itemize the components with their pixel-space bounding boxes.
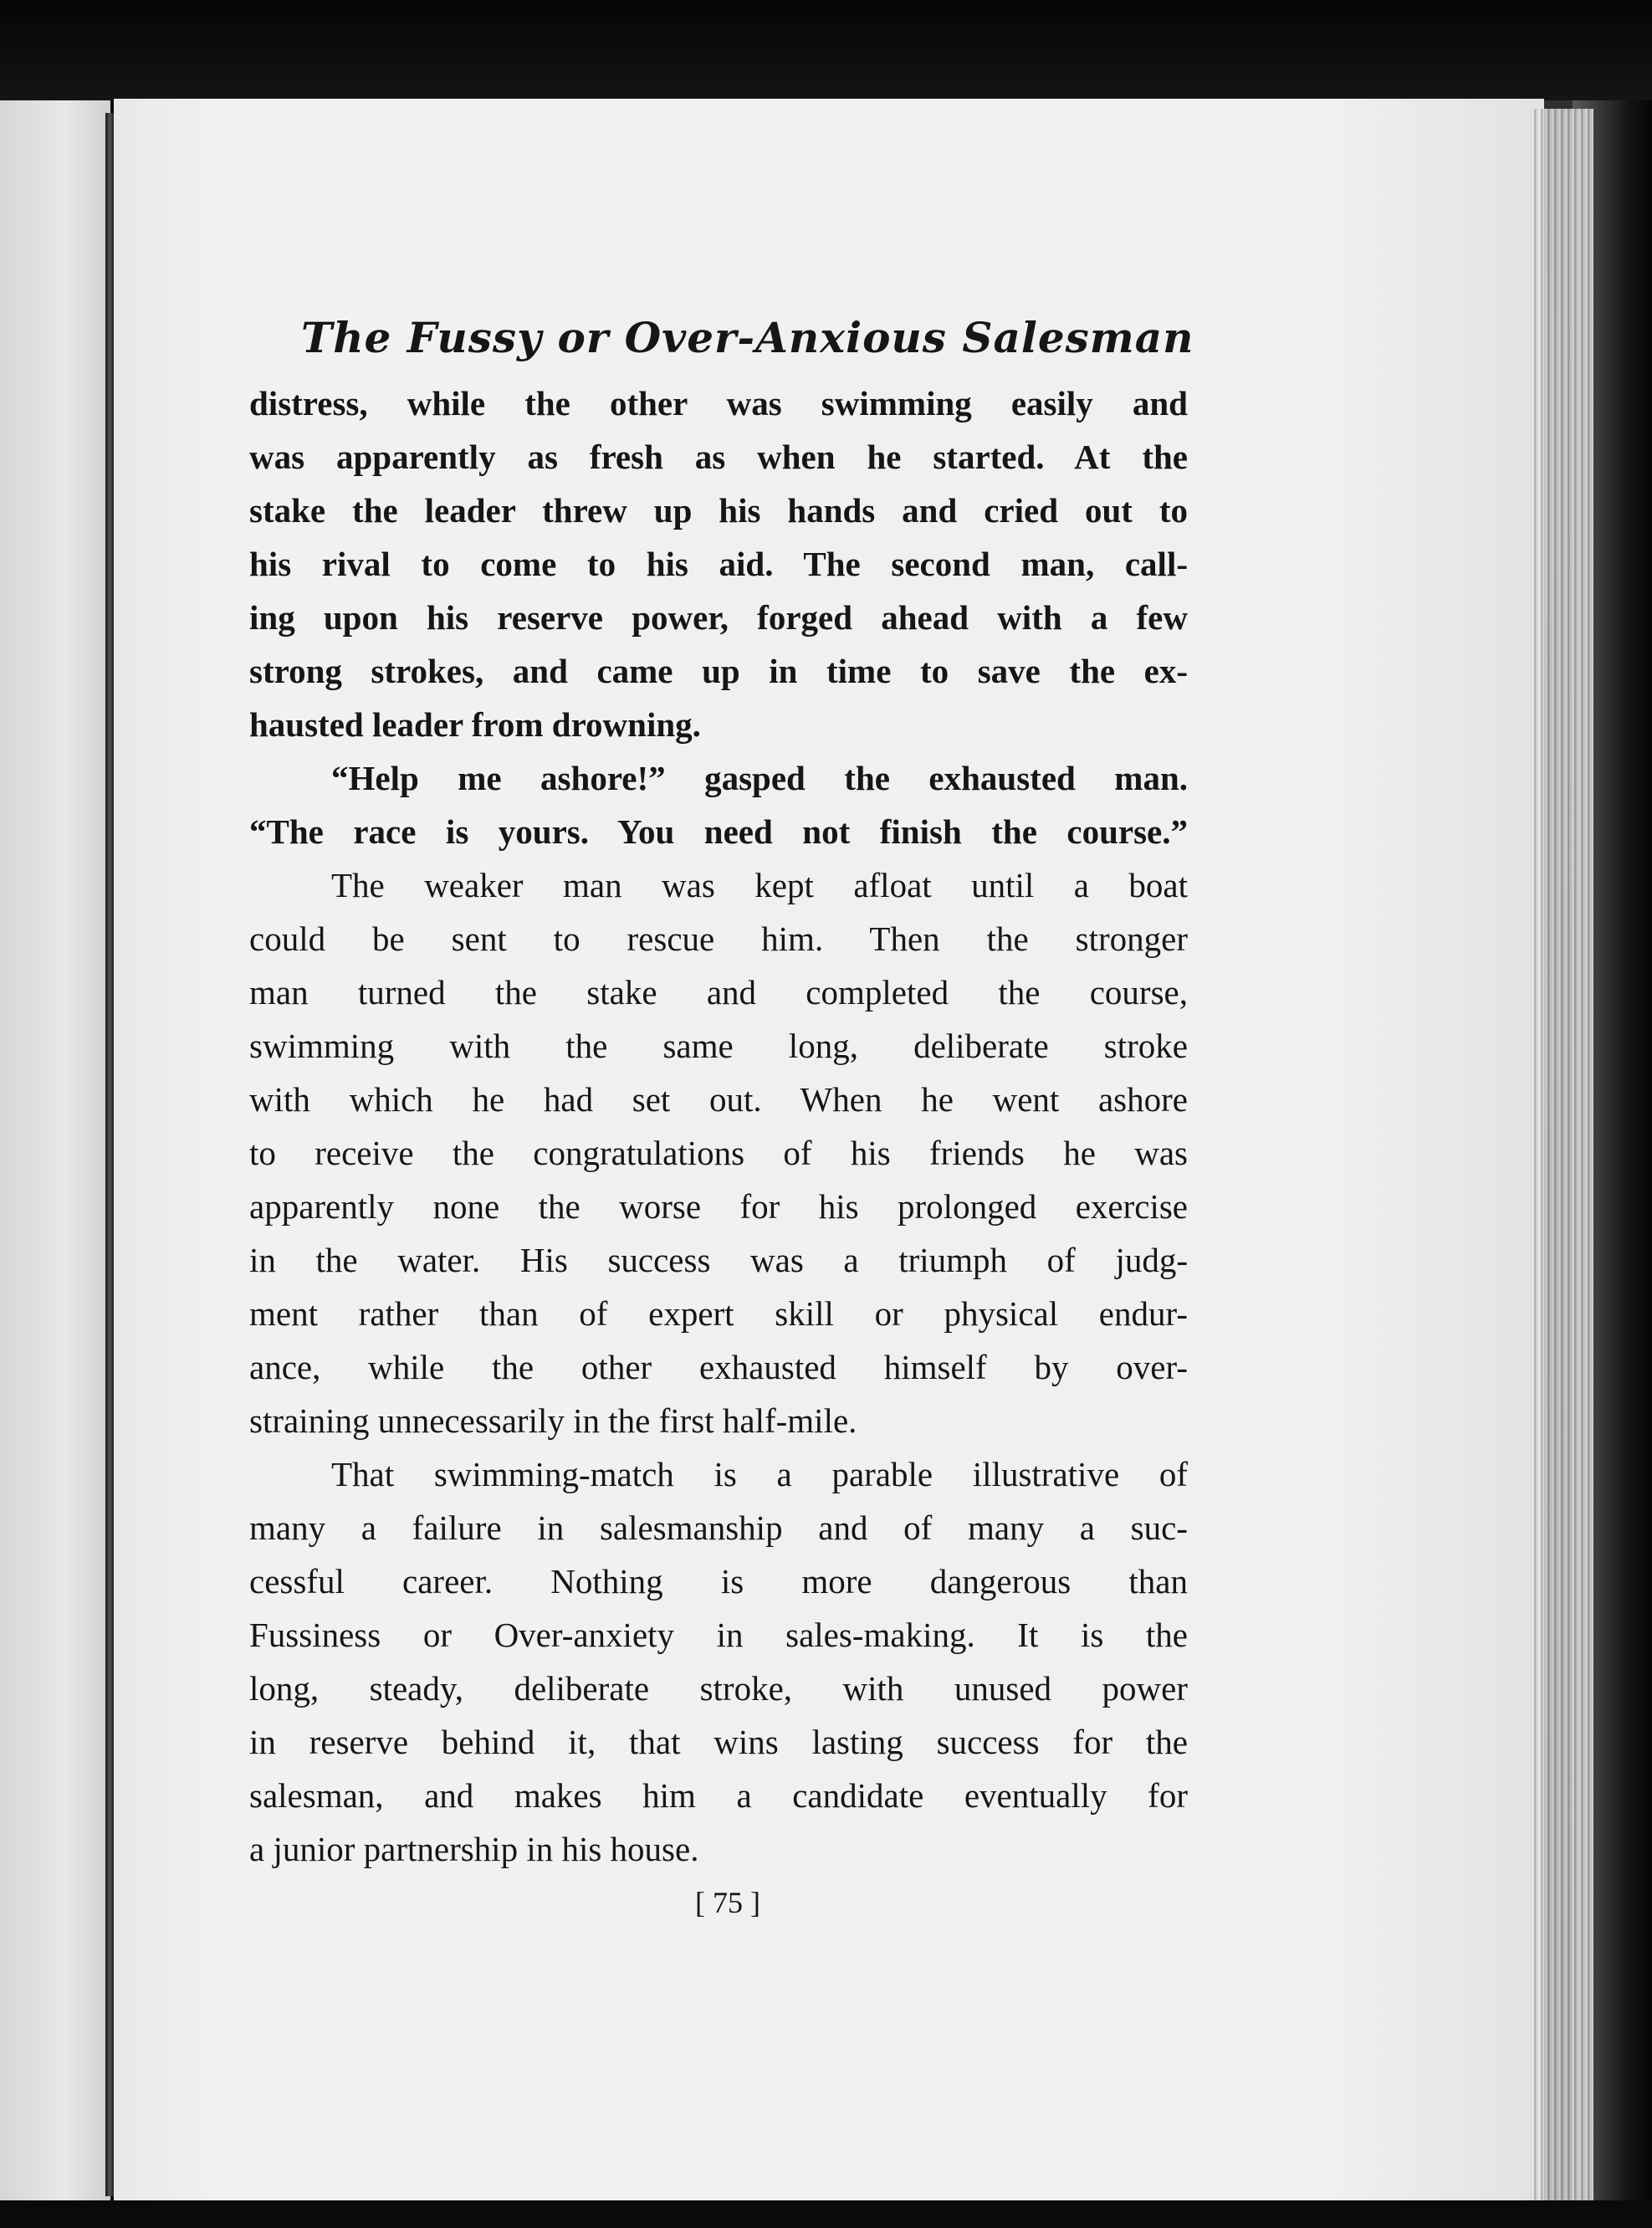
text-line: with which he had set out. When he went ashore (249, 1080, 1188, 1119)
text-line: swimming with the same long, deliberate stroke (249, 1027, 1188, 1065)
text-line: apparently none the worse for his prolonged exercise (249, 1187, 1188, 1226)
text-line: his rival to come to his aid. The second man, call- (249, 545, 1188, 583)
text-line: long, steady, deliberate stroke, with unused power (249, 1669, 1188, 1708)
text-line: hausted leader from drowning. (249, 705, 701, 744)
text-line: was apparently as fresh as when he started. At the (249, 438, 1188, 476)
text-line: ance, while the other exhausted himself by over- (249, 1348, 1188, 1386)
text-line: stake the leader threw up his hands and cried out to (249, 491, 1188, 530)
page-text-block (249, 311, 1194, 1928)
text-line: many a failure in salesmanship and of many a suc- (249, 1508, 1188, 1547)
text-line: could be sent to rescue him. Then the stronger (249, 919, 1188, 958)
text-line: in the water. His success was a triumph of judg- (249, 1241, 1188, 1279)
text-line: distress, while the other was swimming easily and (249, 384, 1188, 423)
text-line: straining unnecessarily in the first half-mile. (249, 1401, 857, 1440)
text-line: salesman, and makes him a candidate eventually for (249, 1776, 1188, 1815)
text-line: strong strokes, and came up in time to save the ex- (249, 652, 1188, 690)
text-line: man turned the stake and completed the course, (249, 973, 1188, 1012)
text-line: to receive the congratulations of his friends he was (249, 1134, 1188, 1172)
scan-background-bottom (0, 2200, 1652, 2228)
text-line: “The race is yours. You need not finish the course.” (249, 812, 1188, 851)
book-gutter (105, 113, 114, 2196)
scan-background-top (0, 0, 1652, 100)
page-stack-edge (1531, 109, 1593, 2209)
text-line: ing upon his reserve power, forged ahead with a few (249, 598, 1188, 637)
text-line: Fussiness or Over-anxiety in sales-making. It is the (249, 1616, 1188, 1654)
text-line: a junior partnership in his house. (249, 1830, 699, 1868)
text-line: The weaker man was kept afloat until a boat (331, 866, 1188, 904)
page-number: [ 75 ] (695, 1886, 760, 1919)
running-head: The Fussy or Over-Anxious Salesman (301, 313, 1194, 362)
text-line: That swimming-match is a parable illustrative of (331, 1455, 1188, 1493)
facing-page-edge (0, 100, 110, 2228)
text-line: “Help me ashore!” gasped the exhausted man. (331, 759, 1188, 797)
text-line: cessful career. Nothing is more dangerous than (249, 1562, 1188, 1601)
text-line: ment rather than of expert skill or physical endur- (249, 1294, 1188, 1333)
text-line: in reserve behind it, that wins lasting success for the (249, 1723, 1188, 1761)
